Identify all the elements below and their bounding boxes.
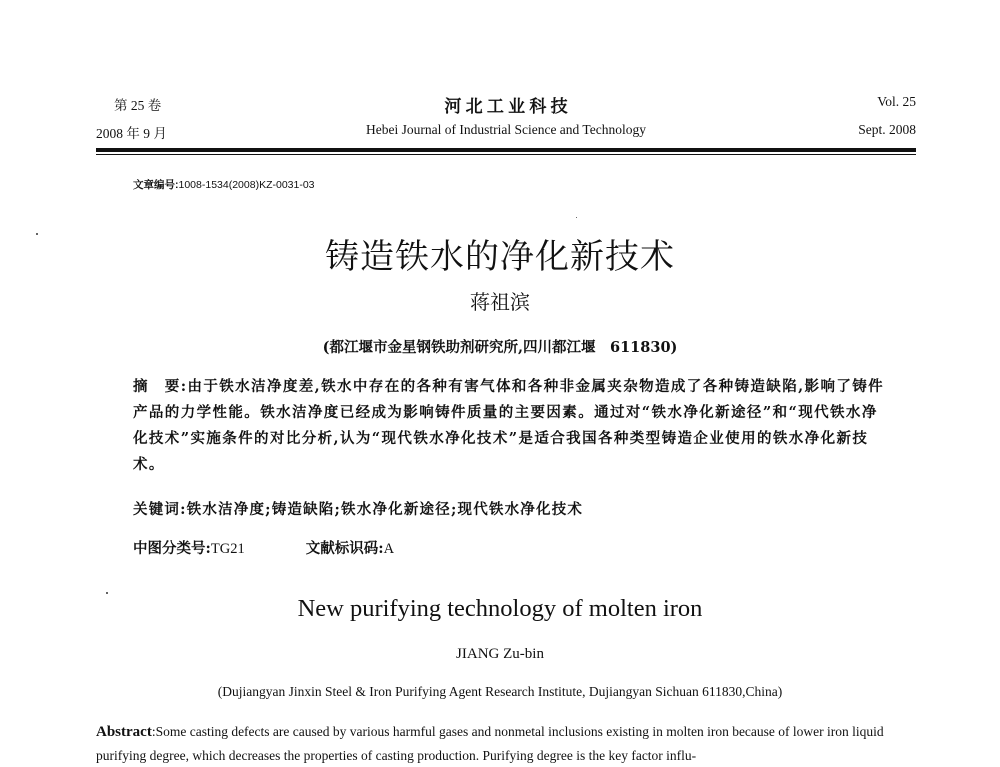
date-en: Sept. 2008: [858, 122, 916, 137]
clc-value: TG21: [210, 541, 245, 557]
keywords-cn-text: 铁水洁净度;铸造缺陷;铁水净化新途径;现代铁水净化技术: [186, 501, 584, 518]
abstract-en-text: :Some casting defects are caused by various harmful gases and nonmetal inclusions existing in molten iron because of lower iron liquid purifying degree, which decreases the properties of casting production. Purifying degree is the key factor influ-: [96, 724, 884, 763]
article-number-value: 1008-1534(2008)KZ-0031-03: [178, 179, 315, 191]
affiliation-cn: (都江堰市金星钢铁助剂研究所,四川都江堰 611830): [322, 339, 678, 356]
author-en: JIANG Zu-bin: [456, 646, 544, 662]
doc-code-value: A: [383, 541, 395, 557]
journal-name-cn: 河 北 工 业 科 技: [444, 97, 568, 116]
paper-title-cn: 铸造铁水的净化新技术: [325, 237, 675, 277]
author-cn: 蒋祖滨: [470, 290, 530, 314]
paper-title-en: New purifying technology of molten iron: [297, 595, 703, 622]
scan-speck: [576, 217, 577, 218]
abstract-en-label: Abstract: [96, 724, 152, 740]
volume-cn: 第 25 卷: [114, 98, 162, 113]
article-number-label: 文章编号:: [133, 179, 179, 191]
keywords-cn-label: 关键词:: [133, 501, 187, 518]
affiliation-en: (Dujiangyan Jinxin Steel & Iron Purifying Agent Research Institute, Dujiangyan Sichuan 611830,China): [217, 684, 783, 699]
classification-cn: [133, 537, 893, 558]
abstract-cn: [133, 374, 893, 478]
date-cn: 2008 年 9 月: [96, 126, 167, 141]
journal-name-en: Hebei Journal of Industrial Science and Technology: [366, 122, 646, 137]
scan-speck: [106, 592, 108, 594]
article-number: [133, 177, 315, 192]
clc-label: 中图分类号:: [133, 540, 211, 557]
header-rule-thick: [96, 148, 916, 152]
keywords-cn: [133, 498, 893, 519]
doc-code-label: 文献标识码:: [305, 540, 384, 557]
doc-code-group: [306, 537, 394, 558]
abstract-cn-text: 由于铁水洁净度差,铁水中存在的各种有害气体和各种非金属夹杂物造成了各种铸造缺陷,影响了铸件产品的力学性能。铁水洁净度已经成为影响铸件质量的主要因素。通过对“铁水净化新途径”和“现代铁水净化技术”实施条件的对比分析,认为“现代铁水净化技术”是适合我国各种类型铸造企业使用的铁水净化新技术。: [133, 378, 885, 473]
abstract-cn-label: 摘 要:: [133, 378, 188, 395]
clc-group: [133, 537, 245, 558]
header-rule-thin: [96, 154, 916, 155]
volume-en: Vol. 25: [877, 94, 916, 109]
